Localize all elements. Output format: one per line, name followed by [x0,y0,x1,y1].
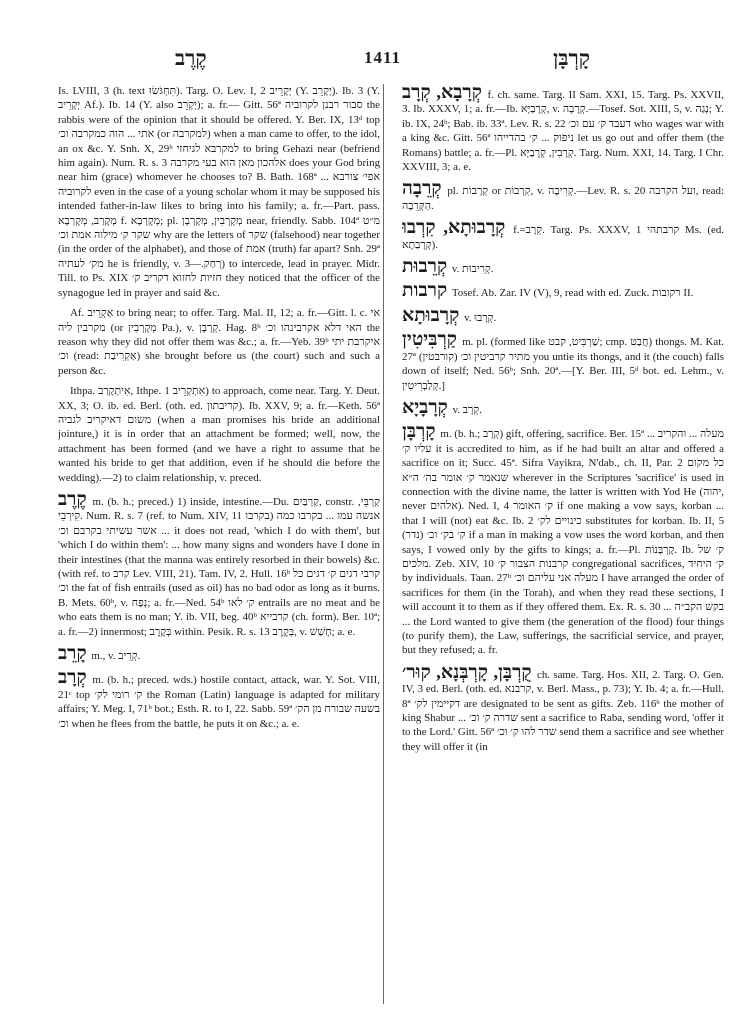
dictionary-entry [58,645,380,663]
dictionary-entry [58,384,380,485]
dictionary-entry [402,661,724,754]
entry-text: Ithpa. אִיתְקָרַב, Ithpe. אִתְקְרֵיב 1) to approach, come near. Targ. Y. Deut. XX, 3; O. ib. ed. Berl. (oth. ed. קריבתון). Ib. XXV, 9; a. fr.—Keth. 56ª משום דאיקריב לגביה (when a man promises his bride an additional jointure,) it is in order that an attachment be formed; well, now, the attachment has been formed (and we have a right to assume that he wanted his bride to get that addition, even if he should die before the wedding).—2) to claim relationship, v. preced. [58,385,380,484]
right-running-headword: קָרְבָּן [552,46,590,70]
entry-text: f. ch. same. Targ. II Sam. XXI, 15. Targ. Ps. XXVII, 3. Ib. XXXV, 1; a. fr.—Ib. קְרָבַיָּא, v. קְרָבָה.—Tosef. Sot. XIII, 5, v. נְגַה; Y. ib. IX, 24ᵇ; Bab. ib. 33ª. Lev. R. s. 22 דעבד ק׳ עם וכ׳ who wages war with a king &c. Gitt. 56ª ניפוק ... ק׳ בהדייהו let us go out and offer them (the Romans) battle; a. fr.—Pl. קְרָבִין, קְרָבַיָּא. Targ. Num. XXI, 14. Targ. I Chr. XXVIII, 3; a. e. [402,89,724,174]
entry-headword: קְרָב [58,667,93,689]
left-column [58,84,380,1009]
left-running-headword: קֶרֶב [175,46,207,70]
dictionary-entry [402,396,724,418]
entry-headword: קְרָבוּתָא, קִרְבוּ [402,217,514,239]
entry-text: m. (b. h.; קְרָב) gift, offering, sacrifice. Ber. 15ª ... מעלה ... והקריב עליו ק׳ it is accredited to him, as if he had built an altar and offered a sacrifice on it; Succ. 45ª. Sifra Vayikra, N'dab., ch. II, Par. 2 כל מקום שנאמר ק׳ אומר בה׳ ה״א wherever in the Scriptures 'sacrifice' is used in connection with the divine name, the latter is written with Yod He (יהוה, never אלהים). Ned. I, 4 ק׳ האומר if one making a vow says, korban ... that I will (not) eat &c. Ib. 2 כינויים לק׳ substitutes for korban. Ib. II, 5 (נדר) ק׳ בק׳ וכ׳ if a man in making a vow uses the word korban, and then says, I vowed only by the gifts to kings; a. fr.—Pl. קָרְבָּנוֹת. Ib. ק׳ של מלכים. Zeb. XIV, 10 קרבנות הצבור ק׳ congregational sacrifices, ק׳ היחיד by individuals. Taan. 27ᵇ מעלה אני עליהם וכ׳ I have arranged the order of sacrifices for them (in the Torah), and when they read these sections, I will account it to them as if they offered them. Ex. R. s. 30 ... בקש הקב״ה ... the Lord wanted to give them (the generation of the flood) four things (to purify them), the Law, sufferings, the sacrificial service, and prayer, but they refused; a. fr. [402,428,724,657]
dictionary-entry [402,331,724,393]
entry-headword: קרבות [402,280,452,302]
page-number: 1411 [363,48,402,67]
entry-text: m. (b. h.; preced. wds.) hostile contact, attack, war. Y. Sot. VIII, 21ᶜ top ק׳ רומי לק׳ the Roman (Latin) language is adapted for military affairs; Y. Meg. I, 71ᵇ bot.; Esth. R. to I, 22. Sabb. 59ª בשעה שבורח מן הק׳ וכ׳ when he flees from the battle, he puts it on &c.; a. e. [58,674,380,730]
dictionary-entry [402,282,724,300]
entry-headword: קֶרֶב [58,488,93,510]
dictionary-entry [402,304,724,326]
entry-headword: קְרָבָא, קְרָב [402,84,488,103]
entry-text: Is. LVIII, 3 (h. text תִּחְגֹּשׂוּ). Targ. O. Lev. I, 2 יְקָרֵיב (Y. יְקָרֵב). Ib. 3 (Y. יְקָרֵיב Af.). Ib. 14 (Y. also יְקָרֵב); a. fr.— Gitt. 56ª סבור רבנן לקרוביה the rabbis were of the opinion that it should be offered. Y. Ber. IX, 13ᵈ top אתי ... הוה כמקרבה וכ׳ (or למקרבה) when a man came to offer, to the idol, an ox &c. Y. Snh. X, 29ᵇ למקרבא לגיחזי to bring Gehazi near (befriend him again). Num. R. s. 3 אלהכון מאן הוא בעי מקרבה does your God bring near him (grace) whomever he chooses to? B. Bath. 168ª אפי׳ צורבא ... לקרוביה even in the case of a young scholar whom it may be supposed his intended father-in-law likes to bring into his family; a. fr.—Part. pass. מְקָרַב, מְקָרְבָא f. מְקָרְבָא; pl. מְקָרְבִין, מְקָרְבָן near, friendly. Sabb. 104ª מ״ט שקר ק׳ מילוה אמת וכ׳ why are the letters of שקר (falsehood) near together (in the order of the alphabet), and those of אמת (truth) far apart? Snh. 29ª מק׳ לעתיה he is friendly, v. רְחַק.—3) to intercede, lead in prayer. Midr. Till. to Ps. XIX חזיות לחזוא דקריב ק׳ they noticed that the officer of the synagogue led in prayer and said &c. [58,85,380,299]
entry-text: Tosef. Ab. Zar. IV (V), 9, read with ed. Zuck. רקובות II. [451,287,694,300]
entry-headword: קְרֵבָה [402,178,448,200]
dictionary-entry [402,219,724,252]
column-divider [383,84,384,1004]
dictionary-entry [402,258,724,276]
entry-text: m. pl. (formed like שַׁרְבִּיט, קבט; cmp. חֲבַט) thongs. M. Kat. 27ª מתיר קרביטין וכ׳ (קורבטין) you untie its thongs, and it (the couch) falls down of itself; Ned. 56ᵇ; Snh. 20ª.—[Y. Ber. III, 5ᵈ bot. ed. Lehm., v. קְלַבְרִיטִין.] [402,336,724,392]
entry-text: ch. same. Targ. Hos. XII, 2. Targ. O. Gen. IV, 3 ed. Berl. (oth. ed. קרבנא, v. Berl. Mass., p. 73); Y. Ib. 4; a. fr.—Hull. 8ª דקיימין לק׳ are designated to be sent as gifts. Zeb. 116ᵇ the mother of king Shabur ... שדרה ק׳ וכ׳ sent a sacrifice to Raba, sending word, 'offer it to the Lord.' Gitt. 56ª שדר להו ק׳ וכ׳ send them a sacrifice and see whether they will offer it (in [402,668,724,753]
dictionary-entry [58,84,380,300]
entry-text: v. קְרָבוּ. [464,311,497,324]
dictionary-entry [58,669,380,731]
dictionary-entry [402,423,724,658]
entry-text: m., v. קְרֵיב. [91,650,141,663]
page-header [55,46,710,72]
dictionary-entry [402,84,724,174]
entry-text: v. קְרִיבוּת. [451,263,494,276]
entry-headword: קְרָבָיָא [402,396,453,418]
entry-headword: קַרְבִּיטִין [402,329,463,351]
right-column [402,84,724,1009]
entry-text: pl. קְרָבוֹת or קִרְבוֹת, v. קְרִיבָה.—Lev. R. s. 20 ועל הקרבה, read: הַקְּרֵבָה. [402,185,724,212]
dictionary-entry [58,306,380,378]
entry-headword: קָרְבָּן [402,421,441,443]
dictionary-entry [58,488,380,639]
entry-headword: קָרֵב [58,643,92,665]
entry-headword: קֻרְבָּן, קָרְבְּנָא, קוּר׳ [402,661,537,683]
entry-text: v. קְרָב. [452,403,482,416]
entry-headword: קְרָבוּתָא [402,304,465,326]
entry-headword: קְרֵבוּת [402,256,452,278]
entry-text: f.=קְרָב. Targ. Ps. XXXV, 1 קרבתהי Ms. (ed. קְרָבַתָא). [402,224,724,251]
entry-text: m. (b. h.; preced.) 1) inside, intestine.—Du. קַרְבַּיִם, constr. קַרְבֵּי, קִירְבֵי. Num. R. s. 7 (ref. to Num. XIV, 11 בקרבו) אנשה עמו ... בקרבו כמה ... אשר עשיתי בקרבם וכ׳ it does not read, 'which I do with them', but 'which I do within them': ... how many signs and wonders have I done in their intestines (that the manna was entirely resorbed in their bowels) &c. (with ref. to קרב Lev. VIII, 21). Tam. IV, 2. Hull. 16ᵇ קרבי דגים ק׳ דגים כל וכ׳ the fat of fish entrails (used as oil) has no bad odor as long as it burns. B. Mets. 60ᵇ, v. נְפַח; a. fr.—Ned. 54ᵇ ק׳ לאו entrails are no meat and he who eats them is no man; Y. ib. VII, beg. 40ᵇ קרבייא (ch. form). Ber. 10ª; a. fr.—2) innermost; בְּקֶרֶב within. Pesik. R. s. 13 בְּקֶרֶב, v. חָשַׁשׁ; a. e. [58,495,380,638]
entry-text: Af. אַקְרֵיב to bring near; to offer. Targ. Mal. II, 12; a. fr.—Gitt. l. c. אי מקרבין ליה (or מְקָרְבִין Pa.), v. קְרָבָן. Hag. 8ᵇ האי דלא אקרבינהו וכ׳ the reason why they did not offer them was &c.; a. fr.—Yeb. 39ᵇ איקרבת יתי וכ׳ (read: אַקְרִיבַת) she brought before us (the court) such and such a person &c. [58,307,380,377]
dictionary-entry [402,180,724,213]
